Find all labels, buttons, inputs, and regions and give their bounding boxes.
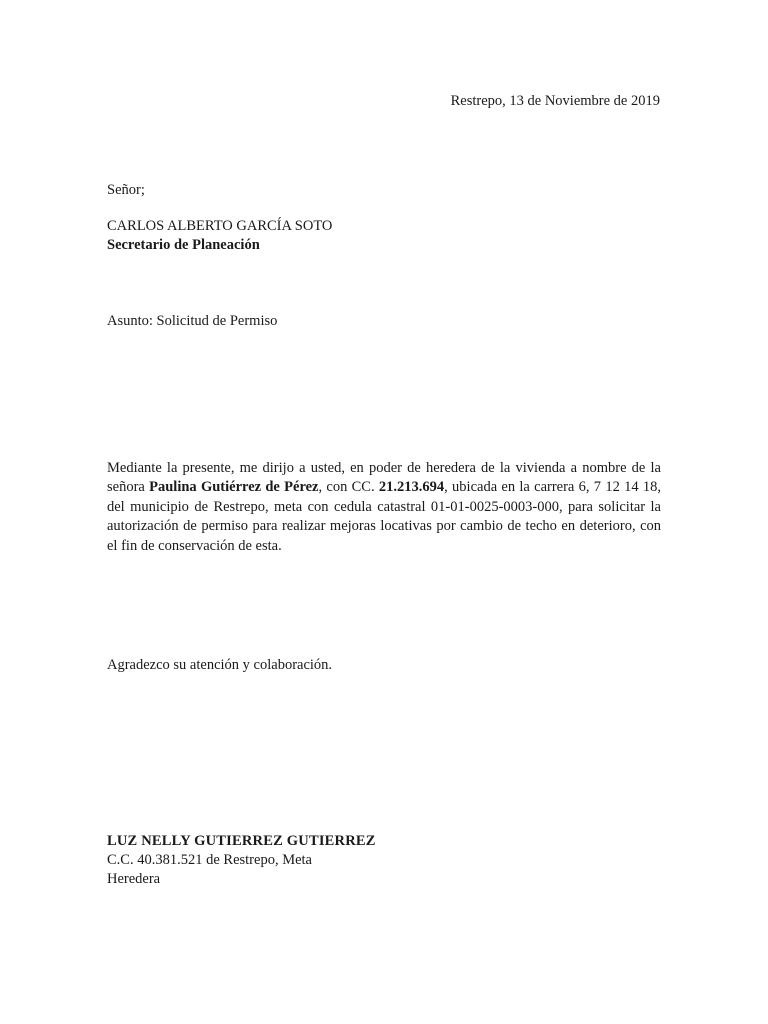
date-line: Restrepo, 13 de Noviembre de 2019 [450,93,660,109]
body-text-part-3: , ubicada en la carrera 6, 7 12 14 18, del municipio de Restrepo, meta con cedula catastral 01-01-0025-0003-000, para solicitar la autorización de permiso para realizar mejoras locativas por cambio de techo en deterioro, con el fin de conservación de esta. [107,479,662,554]
owner-id: 21.213.694 [378,479,445,496]
recipient-name: CARLOS ALBERTO GARCÍA SOTO [107,218,333,234]
body-text-part-2: , con CC. [318,479,379,496]
signer-name: LUZ NELLY GUTIERREZ GUTIERREZ [107,833,376,849]
subject-line: Asunto: Solicitud de Permiso [107,313,278,329]
closing-line: Agradezco su atención y colaboración. [107,657,333,673]
body-text-part-1: Mediante la presente, me dirijo a usted, en poder de heredera de la vivienda a nombre de la señora [107,460,661,496]
signer-role: Heredera [107,871,161,887]
recipient-title: Secretario de Planeación [107,237,260,253]
signer-id: C.C. 40.381.521 de Restrepo, Meta [107,852,312,868]
body-paragraph [107,459,661,556]
owner-name: Paulina Gutiérrez de Pérez [149,479,319,496]
salutation: Señor; [107,182,145,198]
